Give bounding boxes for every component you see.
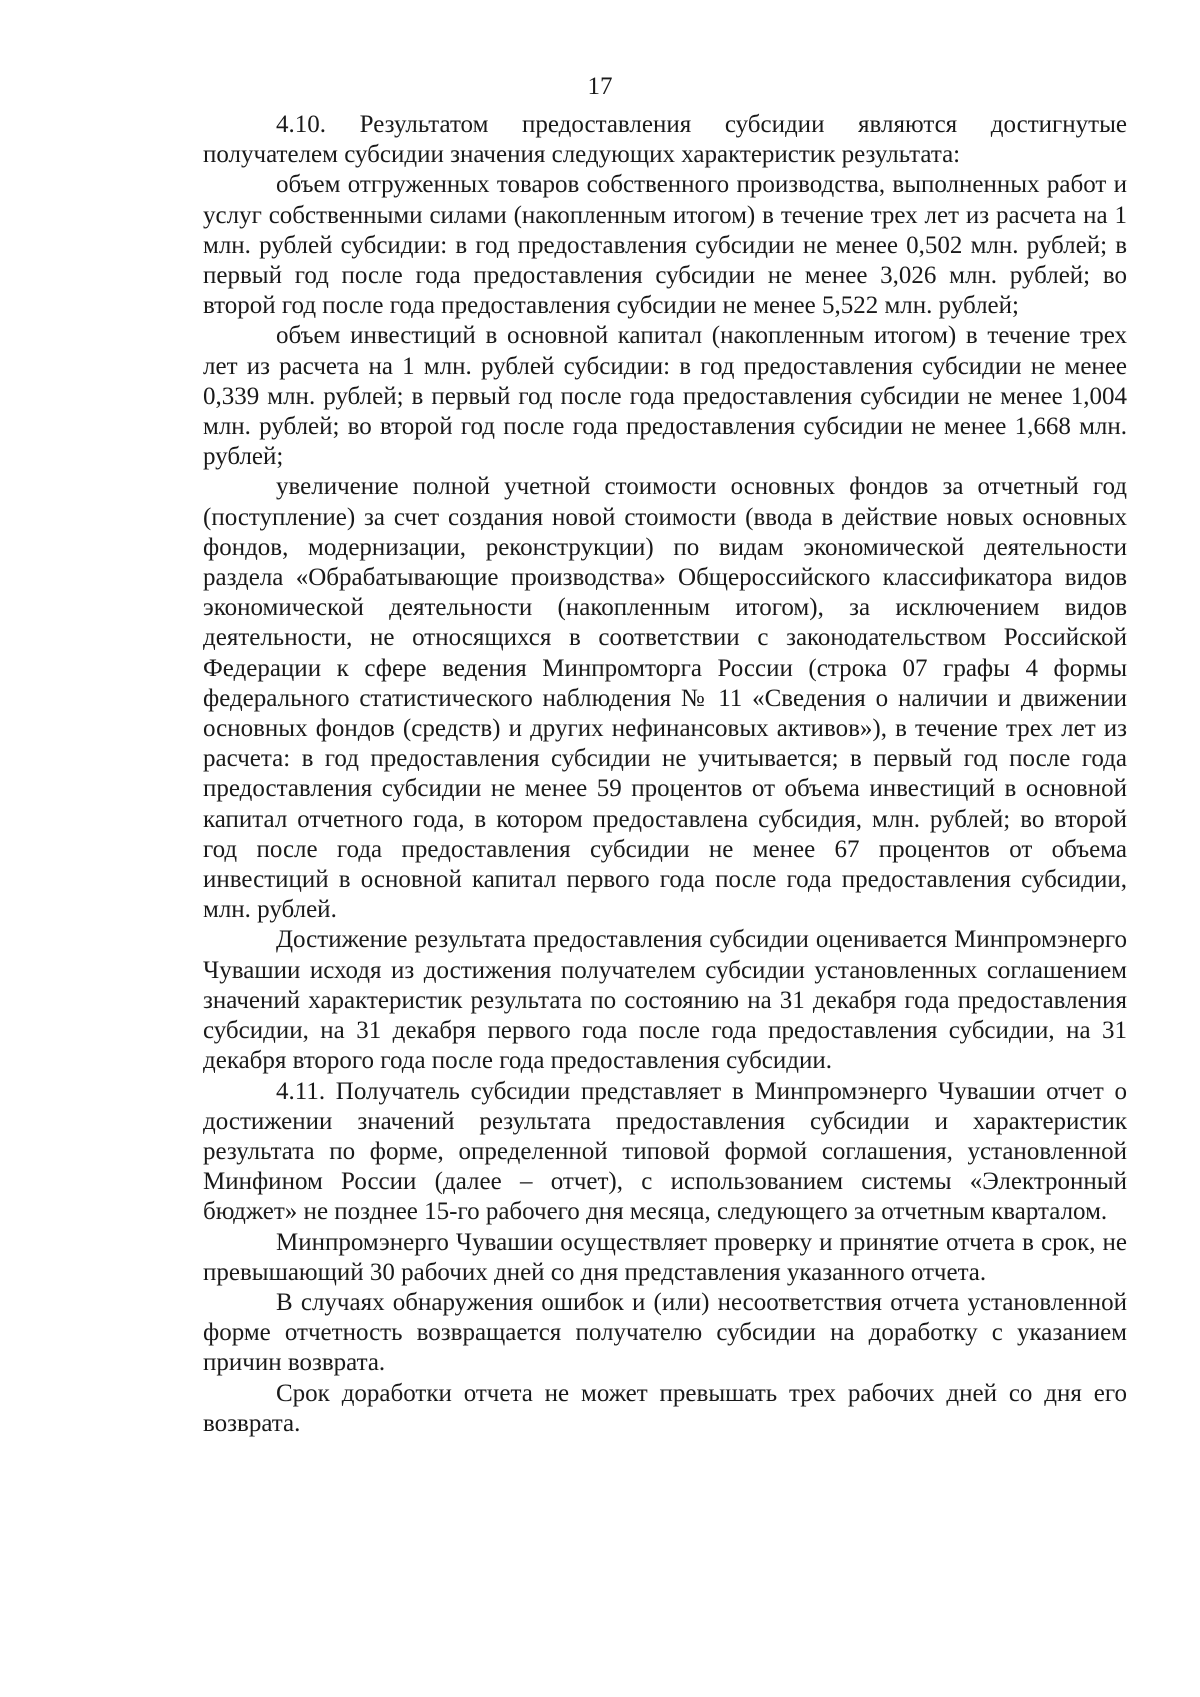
- paragraph-report-errors: В случаях обнаружения ошибок и (или) несоответствия отчета установленной форме отчетность возвращается получателю субсидии на доработку с указанием причин возврата.: [203, 1288, 1127, 1377]
- paragraph-revision-deadline: Срок доработки отчета не может превышать трех рабочих дней со дня его возврата.: [203, 1379, 1127, 1437]
- paragraph-report-review: Минпромэнерго Чувашии осуществляет проверку и принятие отчета в срок, не превышающий 30 рабочих дней со дня представления указанного отчета.: [203, 1228, 1127, 1286]
- paragraph-4-11-report: 4.11. Получатель субсидии представляет в Минпромэнерго Чувашии отчет о достижении значений результата предоставления субсидии и характеристик результата по форме, определенной типовой формой соглашения, установленной Минфином России (далее – отчет), с использованием системы «Электронный бюджет» не позднее 15-го рабочего дня месяца, следующего за отчетным кварталом.: [203, 1077, 1127, 1226]
- paragraph-4-10-result: 4.10. Результатом предоставления субсидии являются достигнутые получателем субсидии значения следующих характеристик результата:: [203, 111, 1127, 169]
- paragraph-fixed-assets-increase: увеличение полной учетной стоимости основных фондов за отчетный год (поступление) за счет создания новой стоимости (ввода в действие новых основных фондов, модернизации, реконструкции) по видам экономической деятельности раздела «Обрабатывающие производства» Общероссийского классификатора видов экономической деятельности (накопленным итогом), за исключением видов деятельности, не относящихся в соответствии с законодательством Российской Федерации к сфере ведения Минпромторга России (строка 07 графы 4 формы федерального статистического наблюдения № 11 «Сведения о наличии и движении основных фондов (средств) и других нефинансовых активов»), в течение трех лет из расчета: в год предоставления субсидии не учитывается; в первый год после года предоставления субсидии не менее 59 процентов от объема инвестиций в основной капитал отчетного года, в котором предоставлена субсидия, млн. рублей; во второй год после года предоставления субсидии не менее 67 процентов от объема инвестиций в основной капитал первого года после года предоставления субсидии, млн. рублей.: [203, 473, 1127, 924]
- document-body: [203, 110, 1127, 1439]
- page-number: 17: [587, 73, 613, 100]
- paragraph-investment-volume: объем инвестиций в основной капитал (накопленным итогом) в течение трех лет из расчета на 1 млн. рублей субсидии: в год предоставления субсидии не менее 0,339 млн. рублей; в первый год после года предоставления субсидии не менее 1,004 млн. рублей; во второй год после года предоставления субсидии не менее 1,668 млн. рублей;: [203, 322, 1127, 471]
- paragraph-result-assessment: Достижение результата предоставления субсидии оценивается Минпромэнерго Чувашии исходя из достижения получателем субсидии установленных соглашением значений характеристик результата по состоянию на 31 декабря года предоставления субсидии, на 31 декабря первого года после года предоставления субсидии, на 31 декабря второго года после года предоставления субсидии.: [203, 926, 1127, 1075]
- paragraph-shipped-goods-volume: объем отгруженных товаров собственного производства, выполненных работ и услуг собственными силами (накопленным итогом) в течение трех лет из расчета на 1 млн. рублей субсидии: в год предоставления субсидии не менее 0,502 млн. рублей; в первый год после года предоставления субсидии не менее 3,026 млн. рублей; во второй год после года предоставления субсидии не менее 5,522 млн. рублей;: [203, 171, 1127, 320]
